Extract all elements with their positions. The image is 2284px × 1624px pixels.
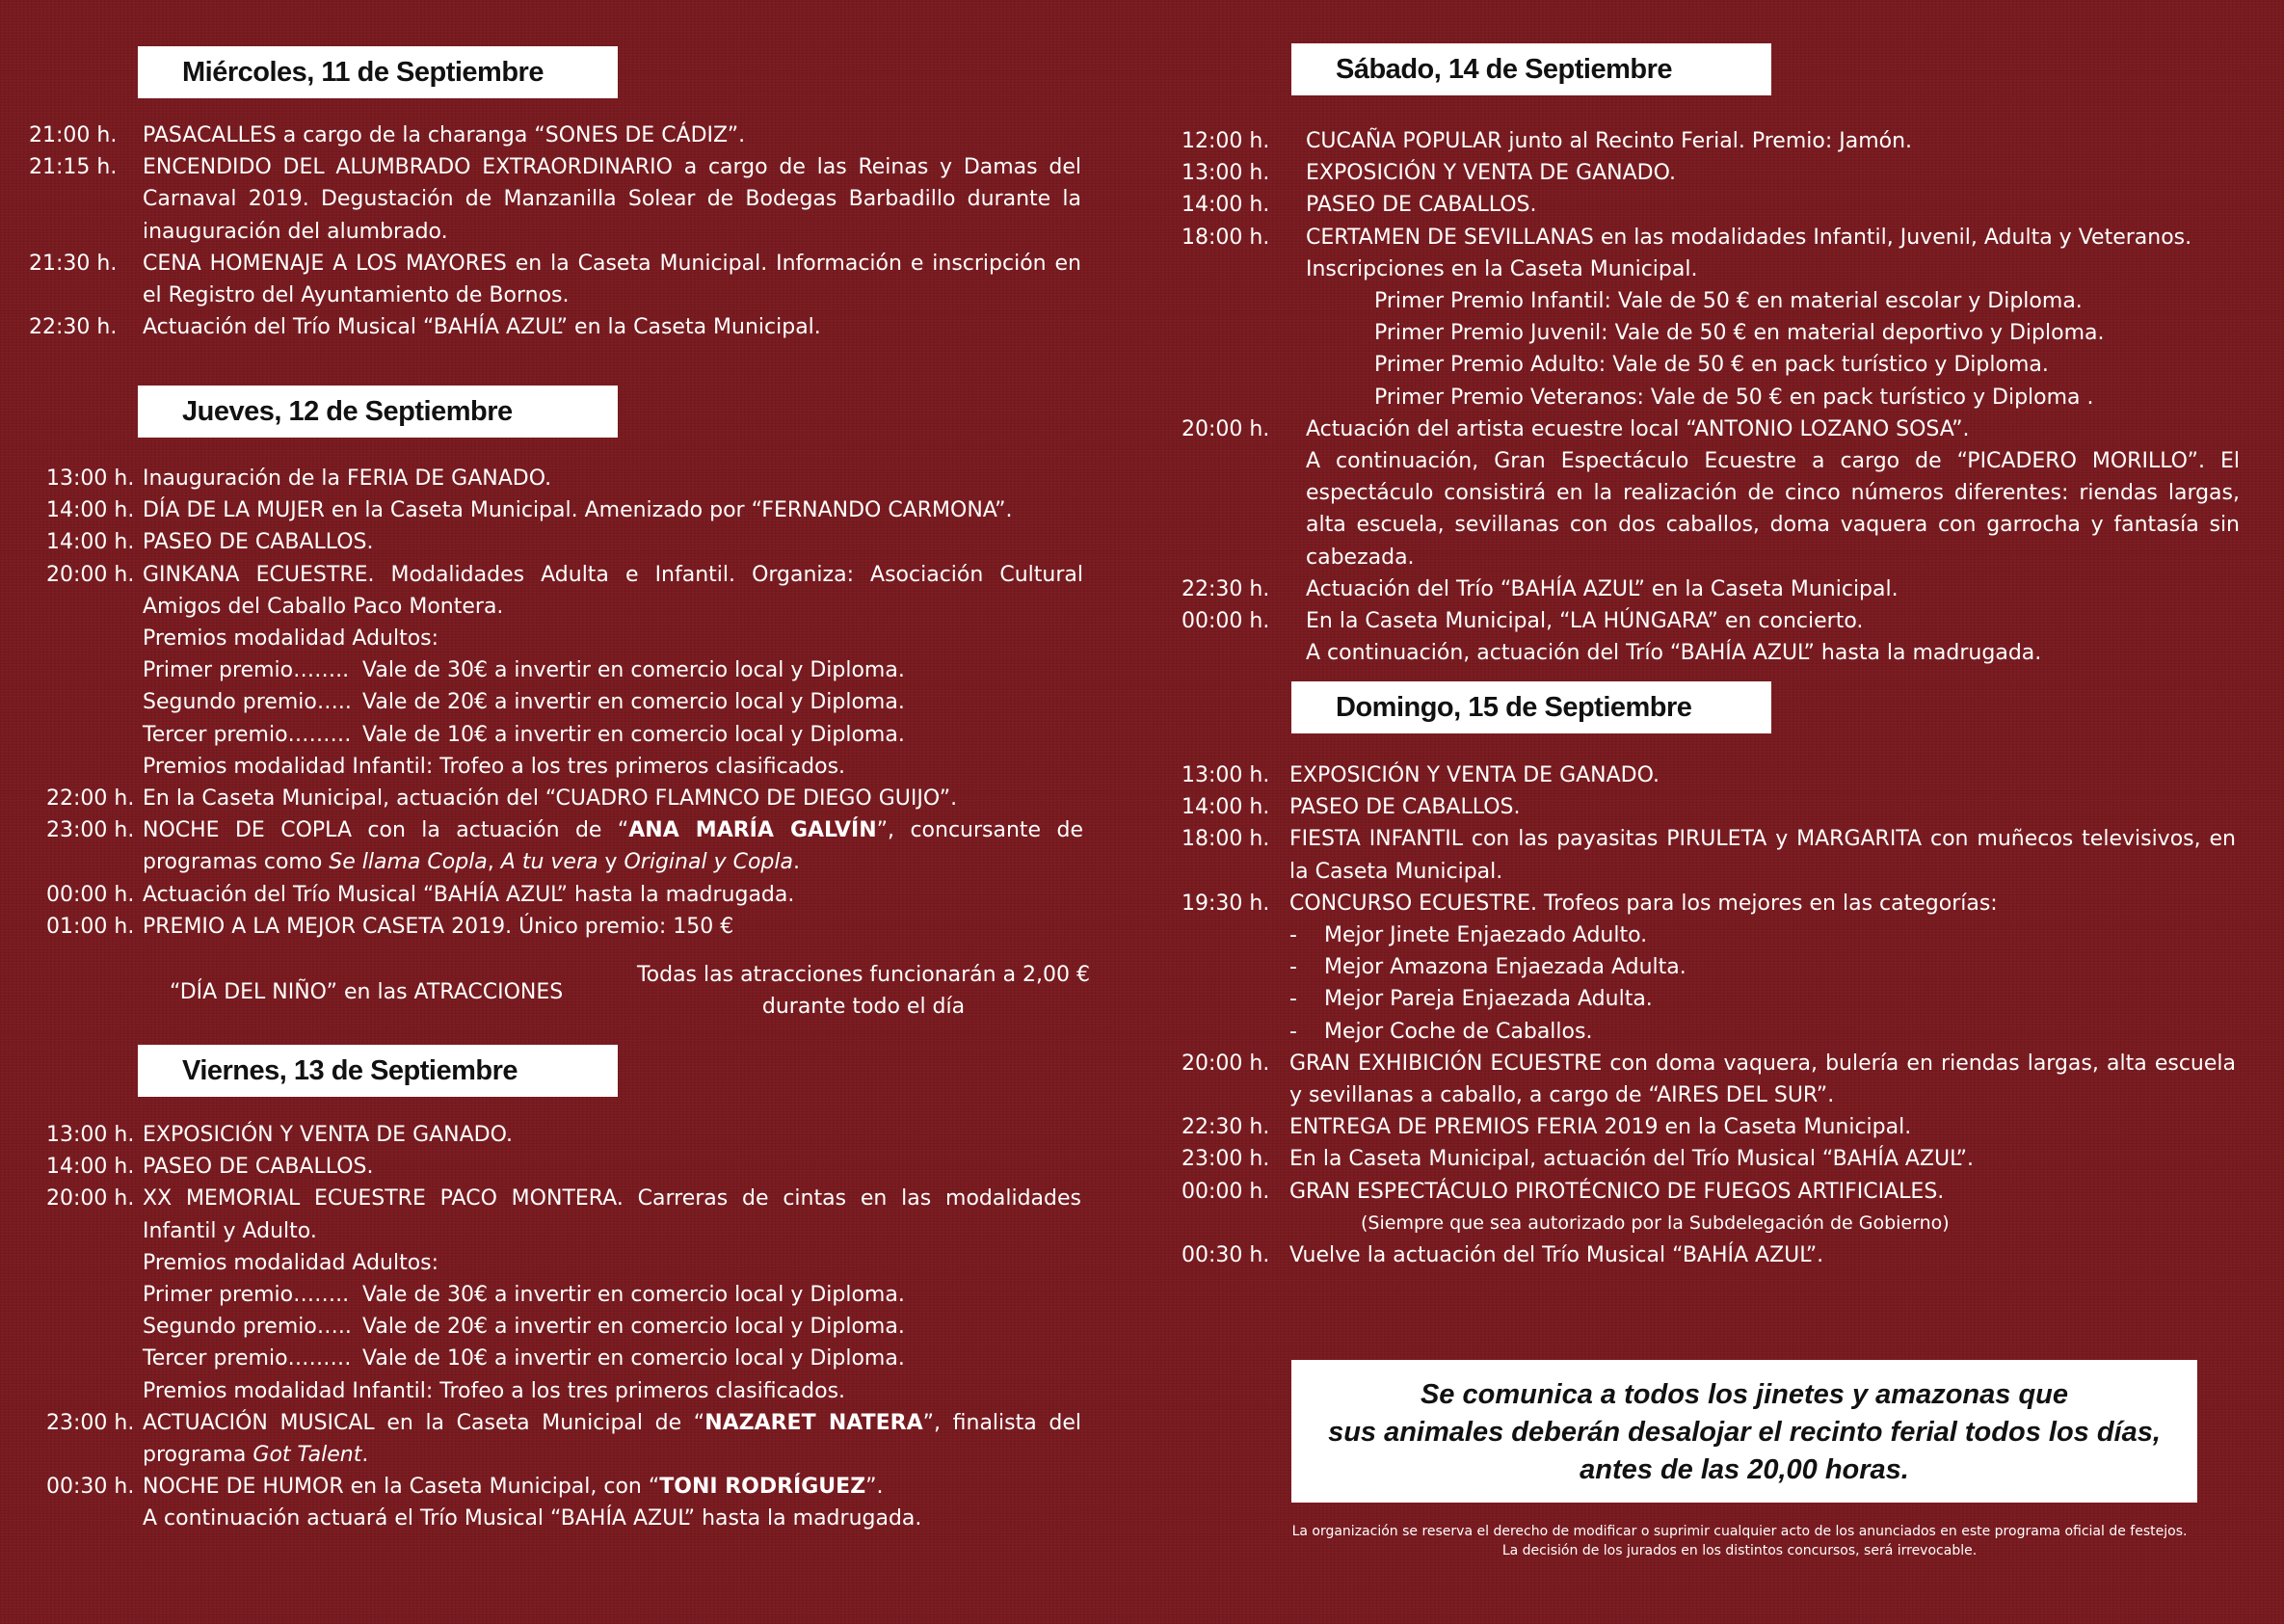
event-text: PASEO DE CABALLOS. xyxy=(1289,795,1521,820)
event-row xyxy=(1182,189,2240,221)
program-name: Original y Copla xyxy=(624,850,793,875)
event-text: EXPOSICIÓN Y VENTA DE GANADO. xyxy=(1289,763,1660,787)
event-text xyxy=(143,814,1083,878)
event-continuation: A continuación, Gran Espectáculo Ecuestre a cargo de “PICADERO MORILLO”. El espectáculo consistirá en la realización de cinco números diferentes: riendas largas, alta escuela, sevillanas con dos caballos, doma vaquera con garrocha y fantasía sin cabezada. xyxy=(1306,449,2240,570)
prize-label: Tercer premio……… xyxy=(143,722,352,747)
prize-label: Tercer premio……… xyxy=(143,1346,352,1371)
event-time: 22:30 h. xyxy=(1182,1115,1270,1140)
event-time: 13:00 h. xyxy=(46,466,135,491)
event-row xyxy=(46,559,1083,623)
prize-label: Segundo premio….. xyxy=(143,690,352,715)
notice-line: Se comunica a todos los jinetes y amazonas que xyxy=(1420,1379,2069,1410)
day-header-sabado xyxy=(1291,43,1771,95)
event-time: 20:00 h. xyxy=(46,562,135,587)
events-miercoles xyxy=(29,120,1081,343)
event-text: EXPOSICIÓN Y VENTA DE GANADO. xyxy=(1306,161,1677,186)
day-header-jueves xyxy=(138,386,618,438)
event-row xyxy=(46,814,1083,878)
notice-line: antes de las 20,00 horas. xyxy=(1580,1454,1909,1485)
event-time: 00:30 h. xyxy=(1182,1243,1270,1268)
event-row xyxy=(46,783,1083,814)
event-row xyxy=(1182,222,2240,253)
event-time: 12:00 h. xyxy=(1182,129,1270,153)
day-header-viernes xyxy=(138,1045,618,1097)
artist-name: NAZARET NATERA xyxy=(704,1410,923,1435)
prize-item: Primer Premio Adulto: Vale de 50 € en pack turístico y Diploma. xyxy=(1374,353,2049,378)
event-text: En la Caseta Municipal, actuación del “CUADRO FLAMNCO DE DIEGO GUIJO”. xyxy=(143,786,958,812)
event-text: CUCAÑA POPULAR junto al Recinto Ferial. Premio: Jamón. xyxy=(1306,129,1913,153)
event-time: 23:00 h. xyxy=(46,818,135,843)
prize-row xyxy=(143,654,1083,686)
event-row xyxy=(46,911,1083,943)
prize-value: Vale de 10€ a invertir en comercio local y Diploma. xyxy=(362,1346,905,1371)
event-row xyxy=(1182,413,2240,445)
event-text: Actuación del artista ecuestre local “ANTONIO LOZANO SOSA”. xyxy=(1306,416,1970,441)
event-text: DÍA DE LA MUJER en la Caseta Municipal. Amenizado por “FERNANDO CARMONA”. xyxy=(143,498,1013,523)
event-time: 23:00 h. xyxy=(46,1410,135,1435)
event-row xyxy=(46,879,1083,911)
prize-value: Vale de 10€ a invertir en comercio local y Diploma. xyxy=(362,722,905,747)
event-row xyxy=(1182,605,2240,637)
event-row xyxy=(1182,157,2240,189)
prize-row xyxy=(143,1311,1081,1343)
event-time: 14:00 h. xyxy=(46,530,135,555)
event-time: 14:00 h. xyxy=(46,1155,135,1180)
event-time: 20:00 h. xyxy=(46,1186,135,1211)
text-part: . xyxy=(361,1443,369,1468)
event-time: 22:30 h. xyxy=(1182,576,1270,601)
event-time: 13:00 h. xyxy=(1182,161,1270,186)
event-time: 00:00 h. xyxy=(1182,609,1270,634)
event-text: Inauguración de la FERIA DE GANADO. xyxy=(143,466,552,491)
event-continuation: A continuación actuará el Trío Musical “BAHÍA AZUL” hasta la madrugada. xyxy=(143,1506,922,1531)
event-time: 18:00 h. xyxy=(1182,827,1270,852)
text-part: ”, concursante de programas como xyxy=(143,818,1083,875)
category-label: Mejor Pareja Enjaezada Adulta. xyxy=(1324,987,1653,1012)
event-row xyxy=(1182,791,2236,823)
event-time: 00:30 h. xyxy=(46,1475,135,1500)
event-text: En la Caseta Municipal, “LA HÚNGARA” en concierto. xyxy=(1306,609,1864,634)
event-row xyxy=(46,1407,1081,1471)
dia-del-nino-label: “DÍA DEL NIÑO” en las ATRACCIONES xyxy=(170,980,564,1004)
event-text: GRAN ESPECTÁCULO PIROTÉCNICO DE FUEGOS ARTIFICIALES. xyxy=(1289,1179,1945,1204)
event-row xyxy=(46,1151,1081,1183)
bullet-dash: - xyxy=(1289,923,1297,948)
event-row xyxy=(1182,888,2236,919)
day-title: Viernes, 13 de Septiembre xyxy=(182,1055,518,1086)
event-continuation: A continuación, actuación del Trío “BAHÍA AZUL” hasta la madrugada. xyxy=(1306,641,2042,666)
bullet-dash: - xyxy=(1289,955,1297,980)
text-part: NOCHE DE COPLA con la actuación de “ xyxy=(143,818,629,843)
event-text: GRAN EXHIBICIÓN ECUESTRE con doma vaquera, bulería en riendas largas, alta escuela y sevillanas a caballo, a cargo de “AIRES DEL SUR”. xyxy=(1289,1051,2236,1108)
prizes-block xyxy=(1182,285,2240,413)
event-row xyxy=(46,494,1083,526)
event-time: 00:00 h. xyxy=(46,882,135,907)
text-part: y xyxy=(598,850,624,875)
event-continuation: Inscripciones en la Caseta Municipal. xyxy=(1306,256,1698,281)
prizes-block xyxy=(46,623,1083,783)
day-title: Miércoles, 11 de Septiembre xyxy=(182,57,544,88)
footnote xyxy=(1243,1522,2236,1560)
event-time: 21:30 h. xyxy=(29,251,118,276)
event-time: 14:00 h. xyxy=(1182,193,1270,218)
event-row xyxy=(1182,1048,2236,1111)
event-row xyxy=(46,1183,1081,1246)
events-domingo xyxy=(1182,759,2236,1271)
bullet-dash: - xyxy=(1289,987,1297,1012)
event-row xyxy=(1182,1239,2236,1271)
category-label: Mejor Coche de Caballos. xyxy=(1324,1019,1593,1044)
event-text: PASEO DE CABALLOS. xyxy=(1306,193,1537,218)
prizes-block xyxy=(46,1247,1081,1407)
event-time: 01:00 h. xyxy=(46,914,135,939)
event-text: PASEO DE CABALLOS. xyxy=(143,530,374,555)
categories-list xyxy=(1182,919,2236,1048)
event-text: Actuación del Trío Musical “BAHÍA AZUL” en la Caseta Municipal. xyxy=(143,315,821,340)
events-sabado xyxy=(1182,125,2240,669)
text-part: NOCHE DE HUMOR en la Caseta Municipal, con “ xyxy=(143,1475,660,1500)
event-text xyxy=(143,1471,1081,1503)
event-text: EXPOSICIÓN Y VENTA DE GANADO. xyxy=(143,1123,514,1147)
day-header-domingo xyxy=(1291,681,1771,733)
event-row xyxy=(29,120,1081,151)
prizes-infantil: Premios modalidad Infantil: Trofeo a los tres primeros clasificados. xyxy=(143,1378,846,1403)
footnote-line: La decisión de los jurados en los distintos concursos, será irrevocable. xyxy=(1501,1543,1978,1558)
event-time: 23:00 h. xyxy=(1182,1147,1270,1172)
prize-row xyxy=(143,1343,1081,1374)
artist-name: TONI RODRÍGUEZ xyxy=(659,1475,866,1500)
event-text: PREMIO A LA MEJOR CASETA 2019. Único premio: 150 € xyxy=(143,914,734,939)
event-text: CONCURSO ECUESTRE. Trofeos para los mejores en las categorías: xyxy=(1289,891,1998,916)
program-name: A tu vera xyxy=(500,850,598,875)
prize-item: Primer Premio Infantil: Vale de 50 € en material escolar y Diploma. xyxy=(1374,289,2083,314)
event-time: 20:00 h. xyxy=(1182,416,1270,441)
text-part: , xyxy=(487,850,501,875)
text-part: ”. xyxy=(865,1475,884,1500)
prizes-title: Premios modalidad Adultos: xyxy=(143,1250,439,1275)
prizes-infantil: Premios modalidad Infantil: Trofeo a los tres primeros clasificados. xyxy=(143,754,846,779)
event-row xyxy=(46,1471,1081,1503)
event-row xyxy=(46,526,1083,558)
bullet-dash: - xyxy=(1289,1019,1297,1044)
event-time: 13:00 h. xyxy=(46,1123,135,1147)
prize-label: Segundo premio….. xyxy=(143,1315,352,1340)
event-text: XX MEMORIAL ECUESTRE PACO MONTERA. Carreras de cintas en las modalidades Infantil y Adulto. xyxy=(143,1186,1081,1243)
event-row xyxy=(29,151,1081,248)
category-item xyxy=(1289,951,2236,983)
event-row xyxy=(1182,823,2236,887)
event-text: CERTAMEN DE SEVILLANAS en las modalidades Infantil, Juvenil, Adulta y Veteranos. xyxy=(1306,225,2192,250)
prize-item: Primer Premio Juvenil: Vale de 50 € en material deportivo y Diploma. xyxy=(1374,321,2105,346)
artist-name: ANA MARÍA GALVÍN xyxy=(628,818,877,843)
prize-row xyxy=(143,1279,1081,1311)
event-text: PASACALLES a cargo de la charanga “SONES DE CÁDIZ”. xyxy=(143,123,746,147)
prize-value: Vale de 30€ a invertir en comercio local y Diploma. xyxy=(362,1283,905,1308)
prize-value: Vale de 30€ a invertir en comercio local y Diploma. xyxy=(362,658,905,683)
event-note: (Siempre que sea autorizado por la Subdelegación de Gobierno) xyxy=(1361,1211,1950,1234)
event-time: 14:00 h. xyxy=(1182,795,1270,820)
event-time: 21:15 h. xyxy=(29,155,118,180)
dia-del-nino-line: durante todo el día xyxy=(761,995,966,1020)
events-jueves xyxy=(46,463,1083,943)
prizes-title: Premios modalidad Adultos: xyxy=(143,626,439,652)
event-time: 19:30 h. xyxy=(1182,891,1270,916)
day-title: Jueves, 12 de Septiembre xyxy=(182,396,513,427)
event-time: 22:30 h. xyxy=(29,315,118,340)
event-row xyxy=(46,463,1083,494)
event-text: CENA HOMENAJE A LOS MAYORES en la Caseta Municipal. Información e inscripción en el Registro del Ayuntamiento de Bornos. xyxy=(143,251,1081,308)
text-part: ACTUACIÓN MUSICAL en la Caseta Municipal de “ xyxy=(143,1410,705,1435)
event-text: Actuación del Trío Musical “BAHÍA AZUL” hasta la madrugada. xyxy=(143,882,795,907)
event-text: ENTREGA DE PREMIOS FERIA 2019 en la Caseta Municipal. xyxy=(1289,1115,1912,1140)
event-row xyxy=(1182,1111,2236,1143)
event-row xyxy=(1182,1143,2236,1175)
event-time: 13:00 h. xyxy=(1182,763,1270,787)
notice-line: sus animales deberán desalojar el recinto ferial todos los días, xyxy=(1328,1417,2161,1448)
category-label: Mejor Amazona Enjaezada Adulta. xyxy=(1324,955,1686,980)
event-time: 21:00 h. xyxy=(29,123,118,147)
prize-label: Primer premio…….. xyxy=(143,1283,350,1308)
event-text: Vuelve la actuación del Trío Musical “BAHÍA AZUL”. xyxy=(1289,1243,1824,1268)
day-title: Domingo, 15 de Septiembre xyxy=(1336,692,1692,723)
event-text: GINKANA ECUESTRE. Modalidades Adulta e Infantil. Organiza: Asociación Cultural Amigos del Caballo Paco Montera. xyxy=(143,562,1083,619)
category-item xyxy=(1289,983,2236,1015)
notice-box xyxy=(1291,1360,2197,1503)
prize-value: Vale de 20€ a invertir en comercio local y Diploma. xyxy=(362,690,905,715)
event-row xyxy=(46,1119,1081,1151)
category-item xyxy=(1289,1016,2236,1048)
day-header-miercoles xyxy=(138,46,618,98)
prize-row xyxy=(143,719,1083,751)
events-viernes xyxy=(46,1119,1081,1535)
event-row xyxy=(1182,759,2236,791)
event-time: 22:00 h. xyxy=(46,786,135,812)
event-text: Actuación del Trío “BAHÍA AZUL” en la Caseta Municipal. xyxy=(1306,576,1899,601)
program-name: Se llama Copla xyxy=(329,850,488,875)
event-time: 20:00 h. xyxy=(1182,1051,1270,1076)
event-text: PASEO DE CABALLOS. xyxy=(143,1155,374,1180)
event-text: ENCENDIDO DEL ALUMBRADO EXTRAORDINARIO a cargo de las Reinas y Damas del Carnaval 2019. Degustación de Manzanilla Solear de Bodegas Barbadillo durante la inauguración del alumbrado. xyxy=(143,155,1081,244)
event-row xyxy=(1182,125,2240,157)
event-row xyxy=(29,248,1081,311)
event-time: 18:00 h. xyxy=(1182,225,1270,250)
event-text: En la Caseta Municipal, actuación del Trío Musical “BAHÍA AZUL”. xyxy=(1289,1147,1974,1172)
program-name: Got Talent xyxy=(252,1443,362,1468)
prize-item: Primer Premio Veteranos: Vale de 50 € en pack turístico y Diploma . xyxy=(1374,385,2094,410)
text-part: . xyxy=(792,850,800,875)
event-time: 00:00 h. xyxy=(1182,1179,1270,1204)
event-text: FIESTA INFANTIL con las payasitas PIRULETA y MARGARITA con muñecos televisivos, en la Caseta Municipal. xyxy=(1289,827,2236,884)
event-row xyxy=(1182,573,2240,605)
category-item xyxy=(1289,919,2236,951)
day-title: Sábado, 14 de Septiembre xyxy=(1336,54,1673,85)
text-part: ”, finalista del programa xyxy=(143,1410,1081,1468)
dia-del-nino-info xyxy=(632,959,1095,1023)
event-row xyxy=(1182,1176,2236,1208)
prize-label: Primer premio…….. xyxy=(143,658,350,683)
event-time: 14:00 h. xyxy=(46,498,135,523)
category-label: Mejor Jinete Enjaezado Adulto. xyxy=(1324,923,1648,948)
prize-row xyxy=(143,686,1083,718)
event-text xyxy=(143,1407,1081,1471)
event-row xyxy=(29,311,1081,343)
dia-del-nino-line: Todas las atracciones funcionarán a 2,00 € xyxy=(636,963,1091,987)
footnote-line: La organización se reserva el derecho de modificar o suprimir cualquier acto de los anunciados en este programa oficial de festejos. xyxy=(1291,1524,2188,1539)
prize-value: Vale de 20€ a invertir en comercio local y Diploma. xyxy=(362,1315,905,1340)
